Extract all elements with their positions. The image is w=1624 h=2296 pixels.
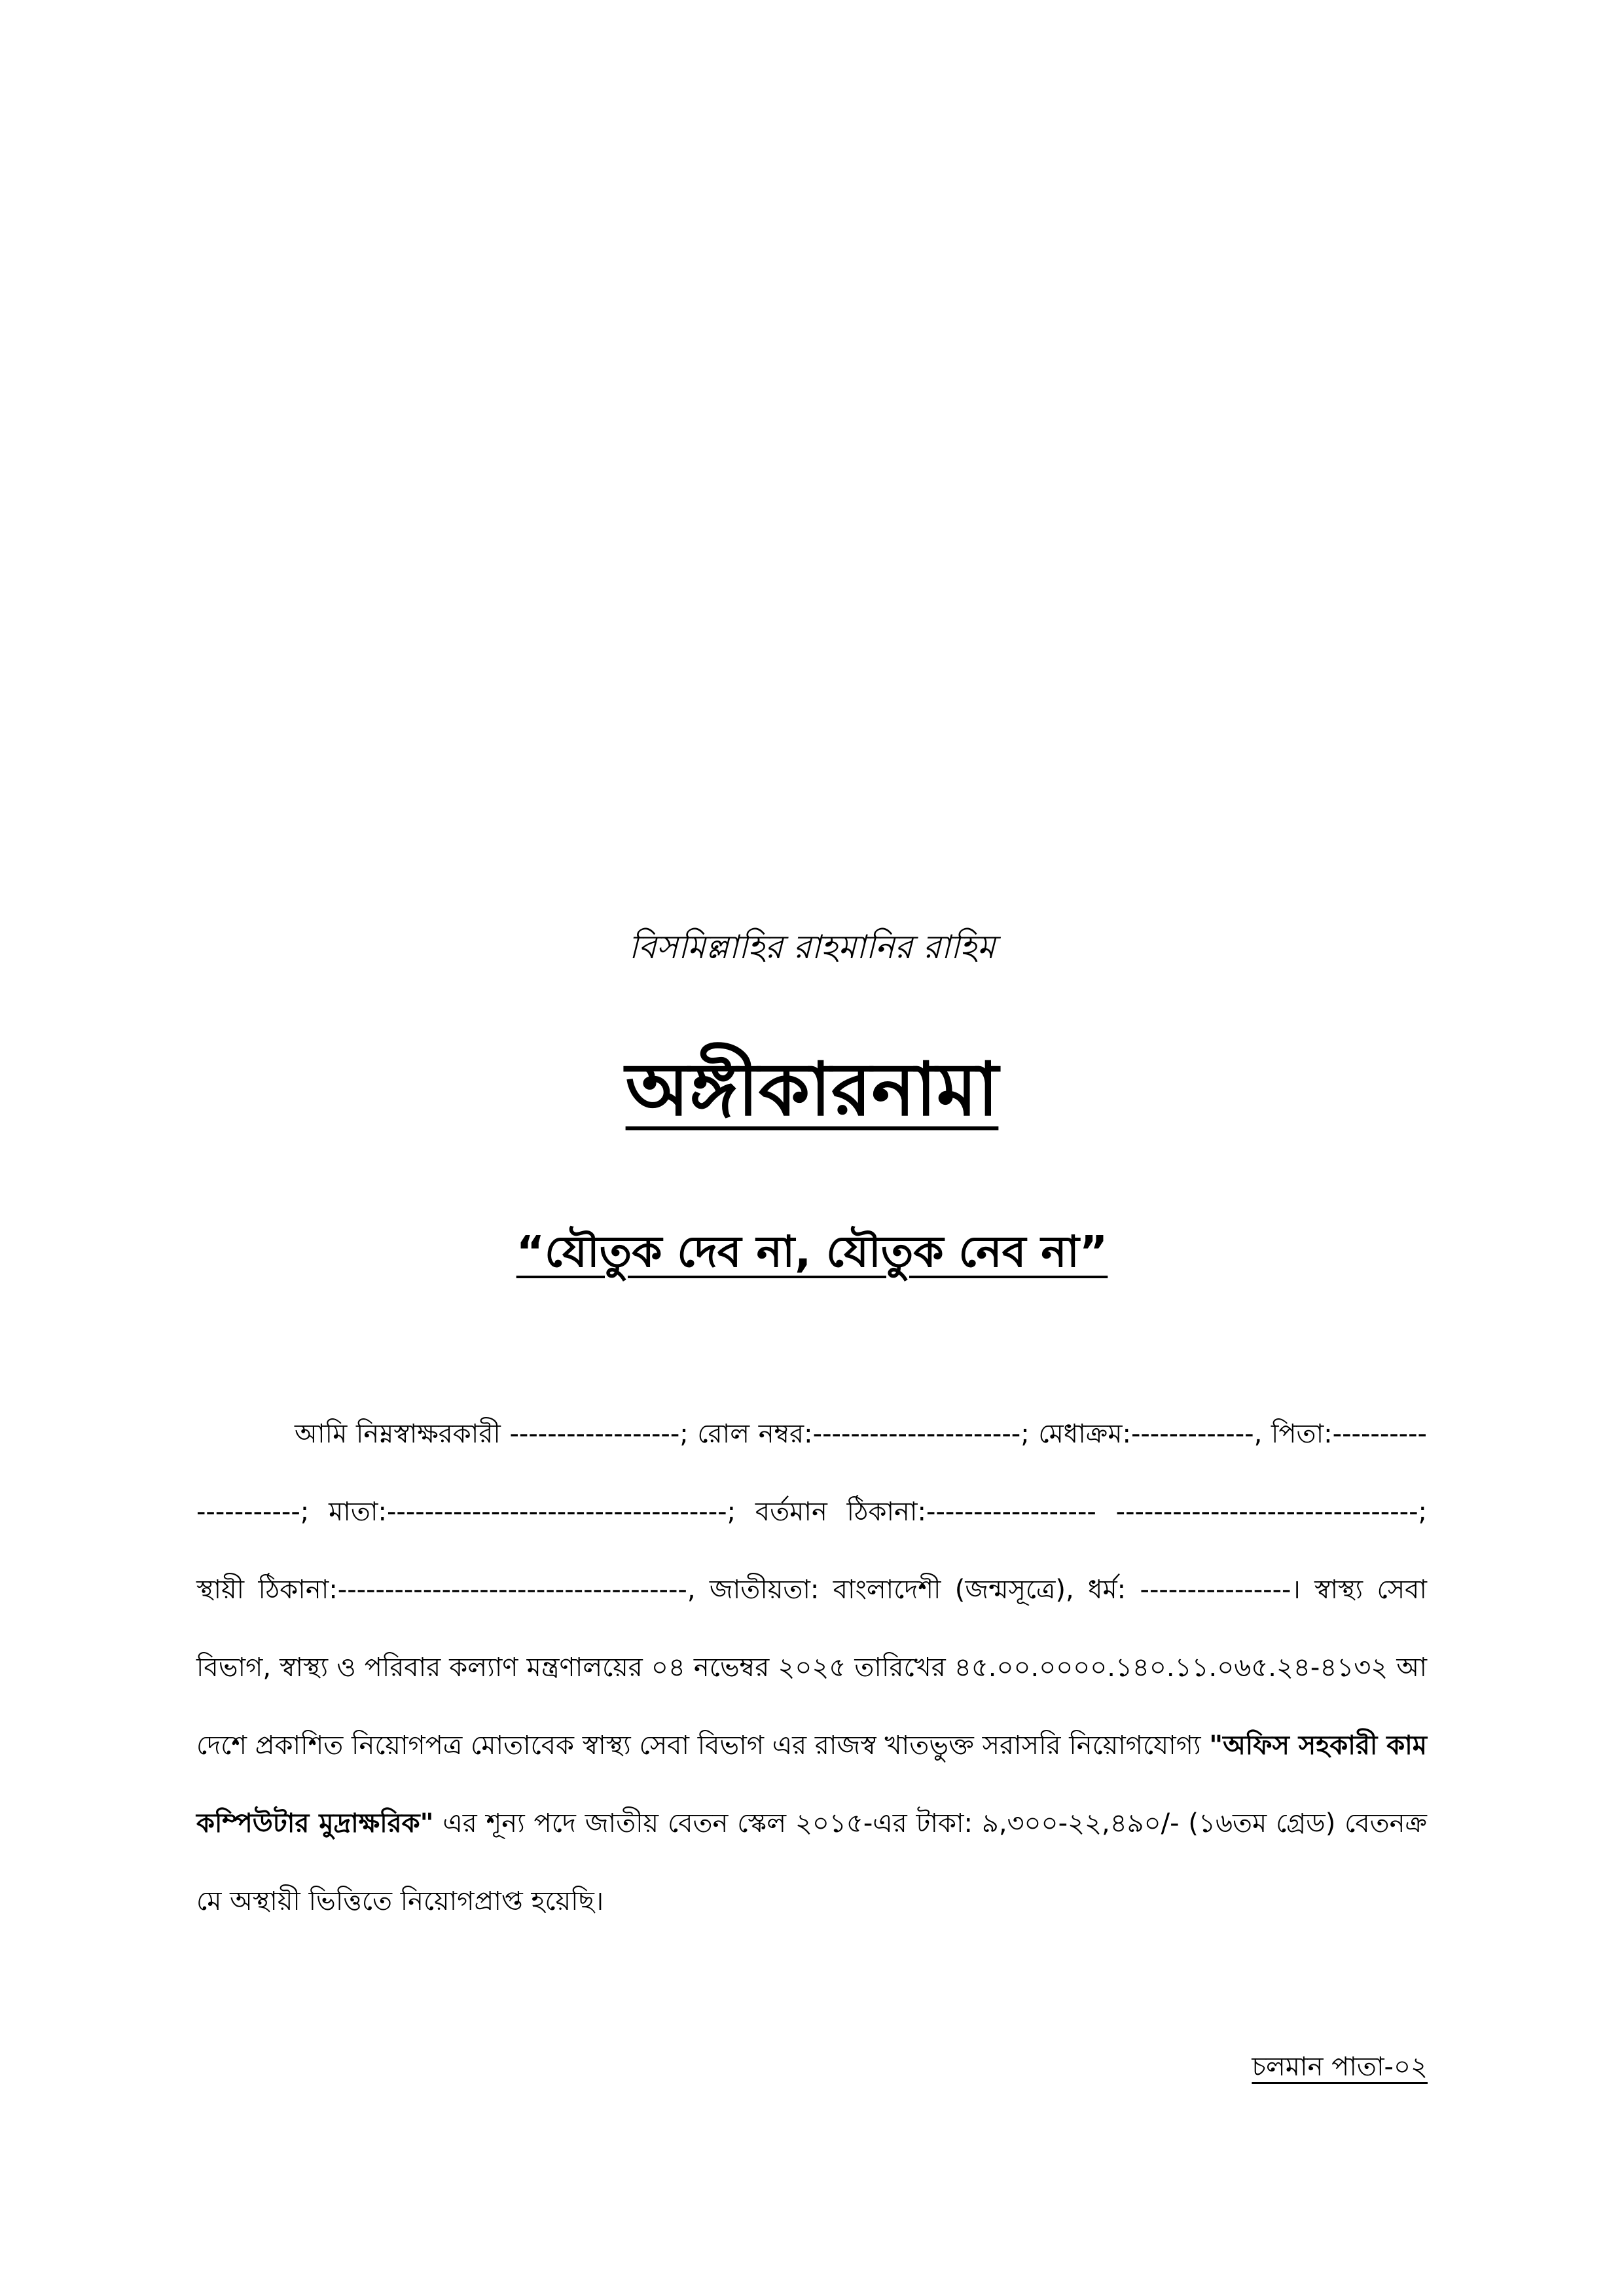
document-title-text: অঙ্গীকারনামা bbox=[625, 1047, 999, 1132]
declaration-part-1: আমি নিম্নস্বাক্ষরকারী ------------------; রোল নম্বর:----------------------; মেধাক্রম:-------------, পিতা:---------------------; মাতা:------------------------------------; বর্তমান ঠিকানা:------------------ --------------------------------; স্থায়ী ঠিকানা:-------------------------------------, জাতীয়তা: বাংলাদেশী (জন্মসূত্রে), ধর্ম: ----------------। স্বাস্থ্য সেবা বিভাগ, স্বাস্থ্য ও পরিবার কল্যাণ মন্ত্রণালয়ের ০৪ নভেম্বর ২০২৫ তারিখের ৪৫.০০.০০০০.১৪০.১১.০৬৫.২৪-৪১৩২ আদেশে প্রকাশিত নিয়োগপত্র মোতাবেক স্বাস্থ্য সেবা বিভাগ এর রাজস্ব খাতভুক্ত সরাসরি নিয়োগযোগ্য bbox=[196, 1419, 1427, 1761]
declaration-part-2: এর শূন্য পদে জাতীয় বেতন স্কেল ২০১৫-এর টাকা: ৯,৩০০-২২,৪৯০/- (১৬তম গ্রেড) বেতনক্রমে অস্থায়ী ভিত্তিতে নিয়োগপ্রাপ্ত হয়েছি। bbox=[196, 1808, 1427, 1916]
bismillah-line: বিসমিল্লাহির রাহমানির রাহিম bbox=[628, 928, 996, 966]
declaration-paragraph bbox=[196, 1395, 1427, 1941]
continued-page-note: চলমান পাতা-০২ bbox=[1252, 2052, 1428, 2082]
slogan bbox=[0, 1223, 1624, 1282]
document-title bbox=[0, 1044, 1624, 1136]
slogan-text: “যৌতুক দেব না, যৌতুক নেব না” bbox=[516, 1227, 1108, 1277]
post-name: "অফিস সহকারী কাম কম্পিউটার মুদ্রাক্ষরিক" bbox=[196, 1731, 1427, 1839]
